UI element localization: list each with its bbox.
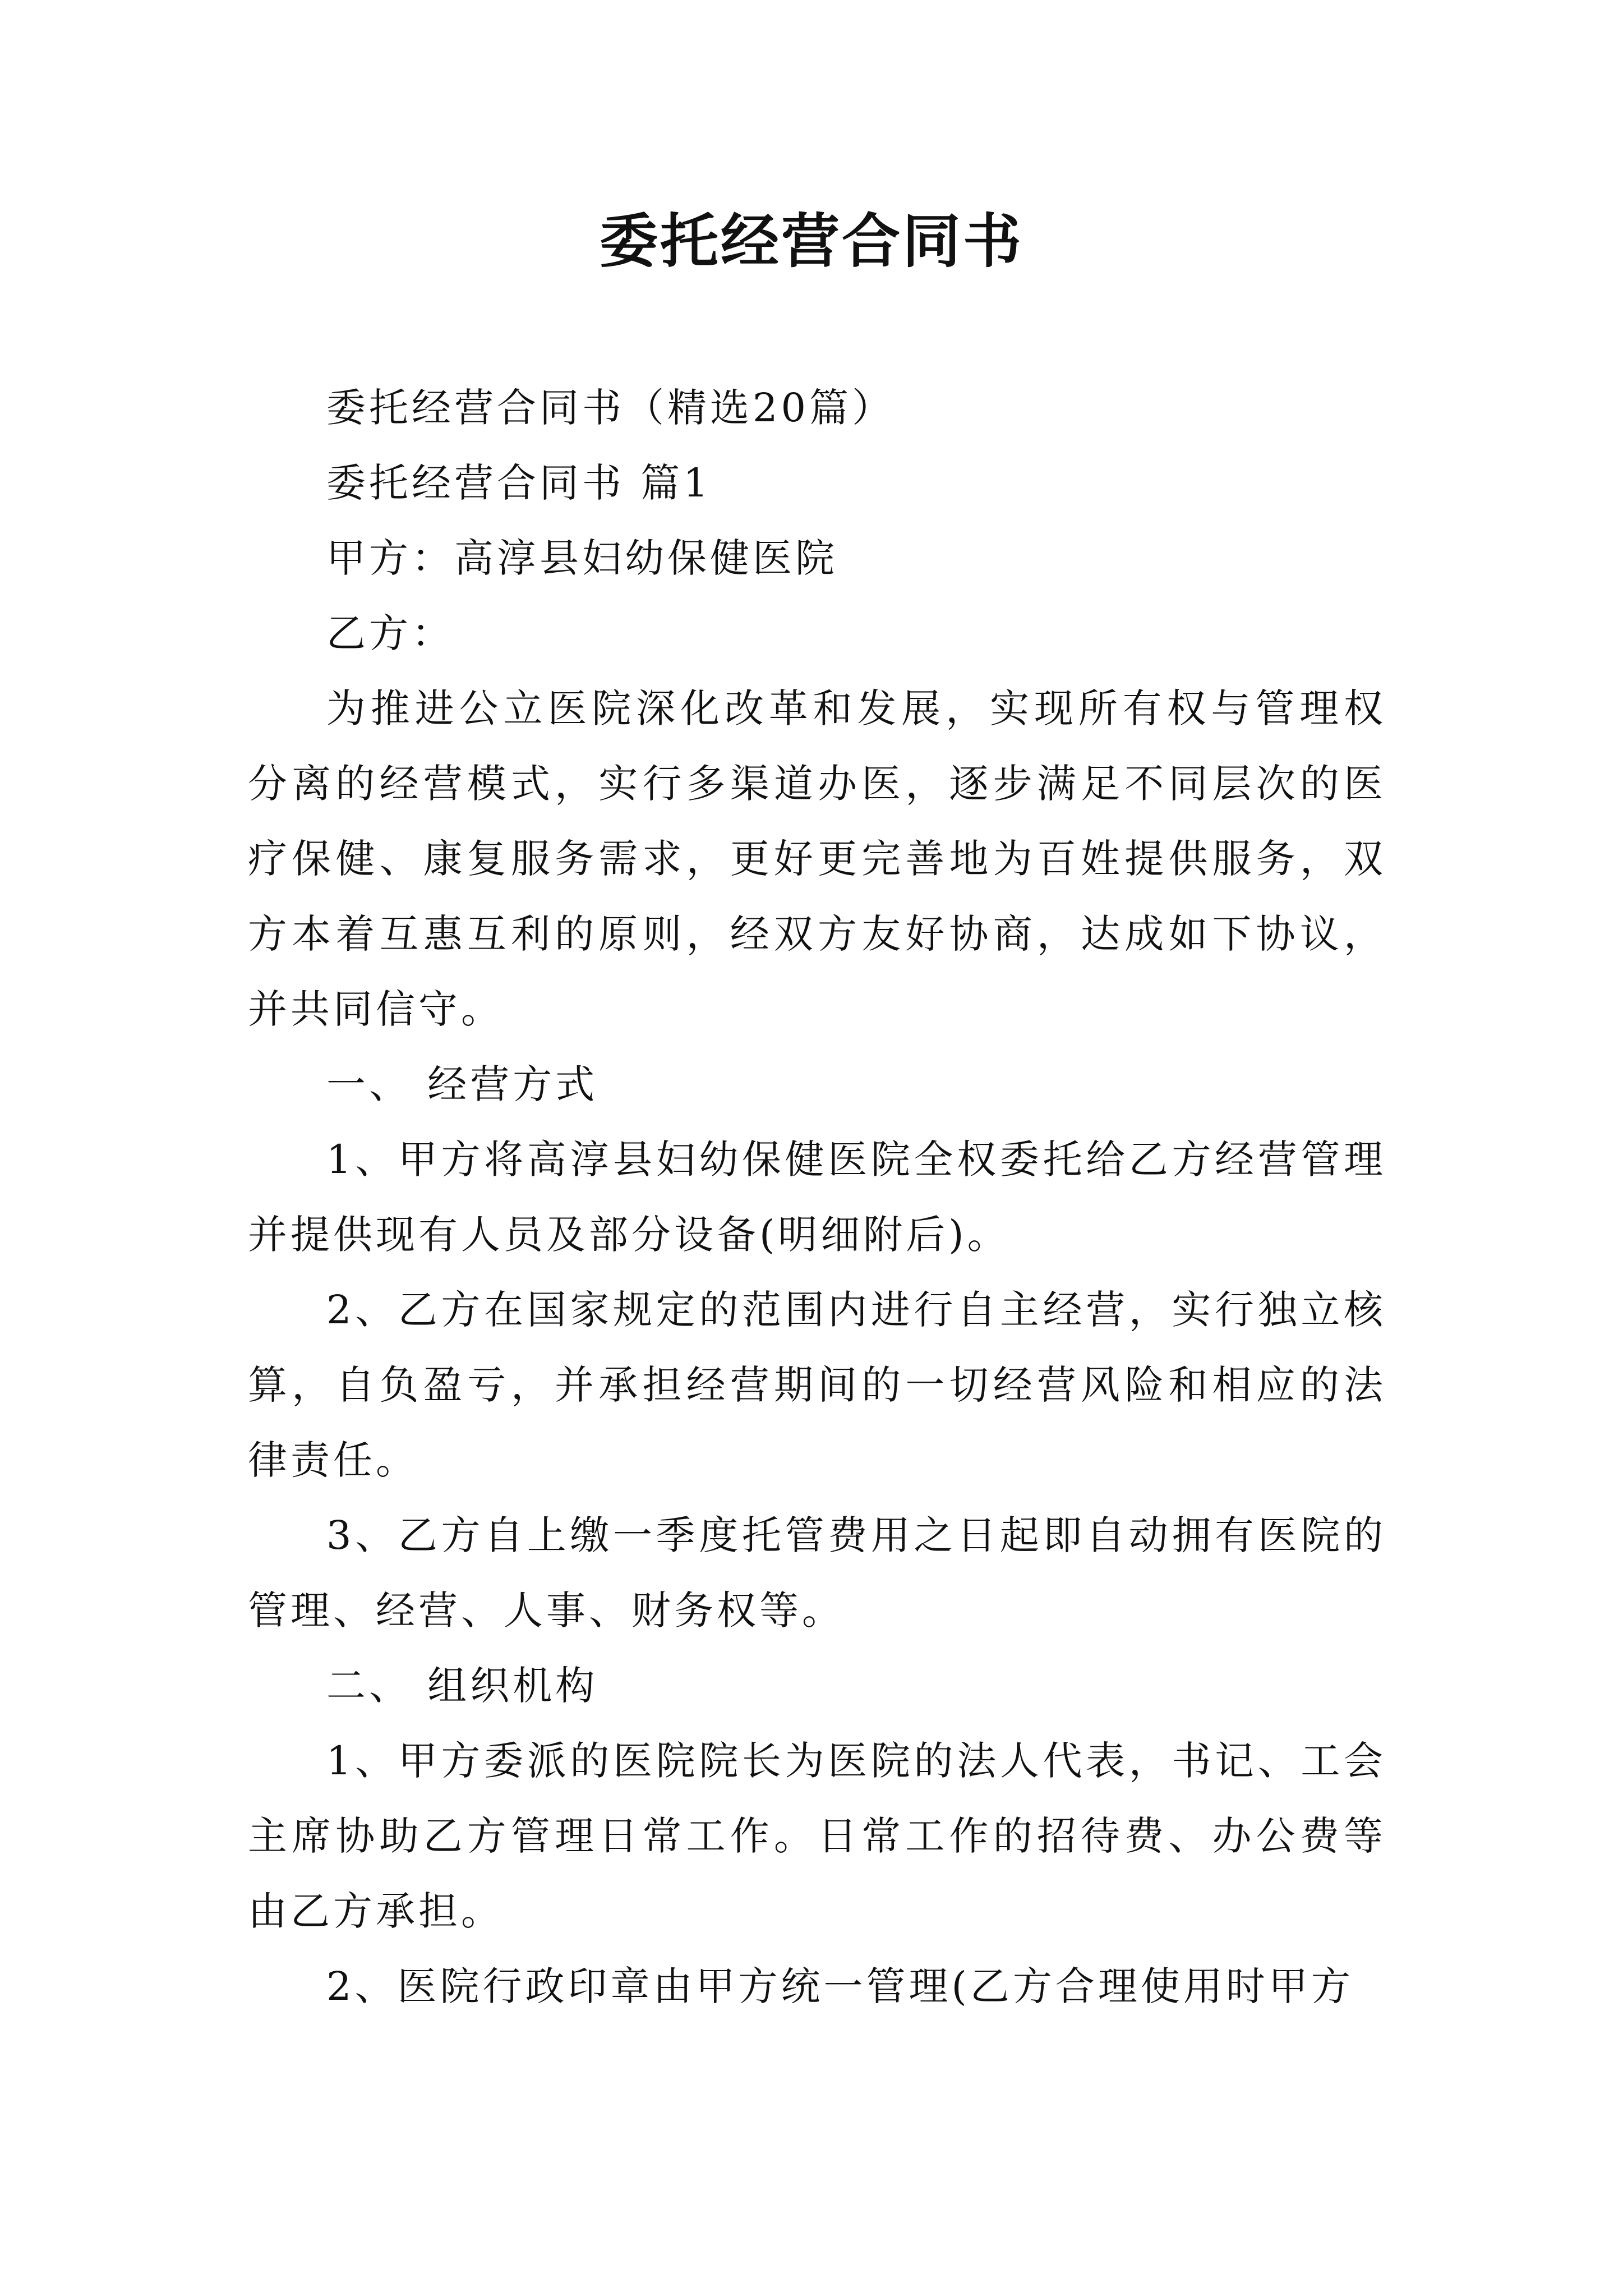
paragraph-clause-2-2: 2、医院行政印章由甲方统一管理(乙方合理使用时甲方 [326, 1963, 1354, 2009]
paragraph-heading-operation-mode: 一、 经营方式 [326, 1061, 598, 1107]
paragraph-clause-1-1: 1、甲方将高淳县妇幼保健医院全权委托给乙方经营管理并提供现有人员及部分设备(明细附后)。 [248, 1137, 1386, 1258]
paragraph-section-heading: 委托经营合同书 篇1 [326, 460, 712, 506]
document-title: 委托经营合同书 [599, 206, 1023, 275]
paragraph-clause-1-2: 2、乙方在国家规定的范围内进行自主经营，实行独立核算，自负盈亏，并承担经营期间的一切经营风险和相应的法律责任。 [248, 1287, 1386, 1483]
paragraph-party-a: 甲方：高淳县妇幼保健医院 [326, 535, 838, 581]
paragraph-preamble: 为推进公立医院深化改革和发展，实现所有权与管理权分离的经营模式，实行多渠道办医，逐步满足不同层次的医疗保健、康复服务需求，更好更完善地为百姓提供服务，双方本着互惠互利的原则，经双方友好协商，达成如下协议，并共同信守。 [248, 685, 1386, 1032]
paragraph-clause-2-1: 1、甲方委派的医院院长为医院的法人代表，书记、工会主席协助乙方管理日常工作。日常工作的招待费、办公费等由乙方承担。 [248, 1738, 1386, 1934]
document-body [248, 370, 1386, 2024]
paragraph-party-b: 乙方： [326, 610, 454, 656]
paragraph-clause-1-3: 3、乙方自上缴一季度托管费用之日起即自动拥有医院的管理、经营、人事、财务权等。 [248, 1512, 1386, 1634]
paragraph-subtitle: 委托经营合同书（精选20篇） [326, 385, 895, 431]
paragraph-heading-organization: 二、 组织机构 [326, 1663, 598, 1709]
